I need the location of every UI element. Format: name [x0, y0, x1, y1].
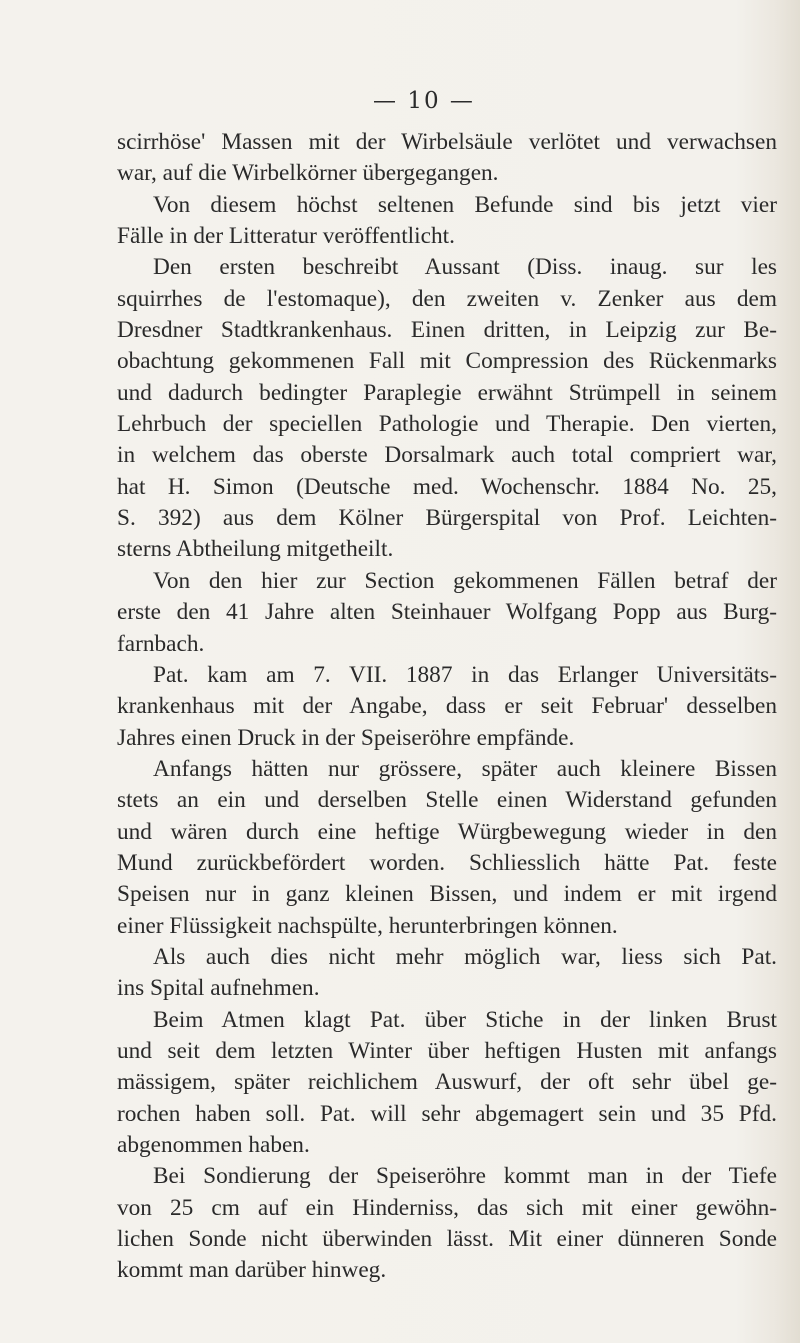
- body-text: [117, 127, 777, 1287]
- text-line: rochen haben soll. Pat. will sehr abgemagert sein und 35 Pfd.: [117, 1100, 777, 1127]
- text-line: Den ersten beschreibt Aussant (Diss. inaug. sur les: [153, 254, 777, 281]
- text-line: Fälle in der Litteratur veröffentlicht.: [117, 223, 455, 250]
- text-line: Lehrbuch der speciellen Pathologie und Therapie. Den vierten,: [117, 411, 777, 438]
- text-line: Anfangs hätten nur grössere, später auch kleinere Bissen: [153, 755, 777, 782]
- text-line: stets an ein und derselben Stelle einen Widerstand gefunden: [117, 787, 777, 814]
- text-line: war, auf die Wirbelkörner übergegangen.: [117, 160, 499, 187]
- text-line: Bei Sondierung der Speiseröhre kommt man in der Tiefe: [153, 1163, 777, 1190]
- text-line: farnbach.: [117, 630, 205, 657]
- text-line: kommt man darüber hinweg.: [117, 1257, 387, 1284]
- text-line: mässigem, später reichlichem Auswurf, der oft sehr übel ge-: [117, 1069, 777, 1096]
- text-line: Von diesem höchst seltenen Befunde sind bis jetzt vier: [153, 191, 777, 218]
- text-line: Als auch dies nicht mehr möglich war, liess sich Pat.: [153, 943, 777, 970]
- text-line: von 25 cm auf ein Hinderniss, das sich mit einer gewöhn-: [117, 1194, 777, 1221]
- text-line: erste den 41 Jahre alten Steinhauer Wolfgang Popp aus Burg-: [117, 599, 777, 626]
- text-line: Dresdner Stadtkrankenhaus. Einen dritten, in Leipzig zur Be-: [117, 317, 777, 344]
- text-line: sterns Abtheilung mitgetheilt.: [117, 536, 394, 563]
- text-line: abgenommen haben.: [117, 1132, 310, 1158]
- text-line: in welchem das oberste Dorsalmark auch total compriert war,: [117, 442, 777, 469]
- text-line: und dadurch bedingter Paraplegie erwähnt Strümpell in seinem: [117, 379, 777, 406]
- text-line: und wären durch eine heftige Würgbewegung wieder in den: [117, 818, 777, 845]
- text-line: Beim Atmen klagt Pat. über Stiche in der linken Brust: [153, 1006, 777, 1033]
- text-line: obachtung gekommenen Fall mit Compression des Rückenmarks: [117, 348, 777, 375]
- text-line: Speisen nur in ganz kleinen Bissen, und indem er mit irgend: [117, 881, 777, 908]
- text-line: hat H. Simon (Deutsche med. Wochenschr. 1884 No. 25,: [117, 473, 777, 500]
- text-line: Von den hier zur Section gekommenen Fällen betraf der: [153, 567, 777, 594]
- text-line: S. 392) aus dem Kölner Bürgerspital von Prof. Leichten-: [117, 505, 777, 532]
- page-number: — 10 —: [373, 88, 475, 114]
- text-line: lichen Sonde nicht überwinden lässt. Mit einer dünneren Sonde: [117, 1226, 777, 1253]
- text-line: squirrhes de l'estomaque), den zweiten v. Zenker aus dem: [117, 285, 777, 312]
- text-line: scirrhöse' Massen mit der Wirbelsäule verlötet und verwachsen: [117, 129, 777, 155]
- text-line: und seit dem letzten Winter über heftigen Husten mit anfangs: [117, 1037, 777, 1064]
- text-line: Pat. kam am 7. VII. 1887 in das Erlanger Universitäts-: [153, 661, 777, 688]
- text-line: krankenhaus mit der Angabe, dass er seit Februar' desselben: [117, 693, 777, 720]
- text-line: ins Spital aufnehmen.: [117, 975, 320, 1002]
- text-line: Jahres einen Druck in der Speiseröhre empfände.: [117, 724, 575, 751]
- text-line: einer Flüssigkeit nachspülte, herunterbringen können.: [117, 912, 618, 939]
- text-line: Mund zurückbefördert worden. Schliesslich hätte Pat. feste: [117, 849, 777, 876]
